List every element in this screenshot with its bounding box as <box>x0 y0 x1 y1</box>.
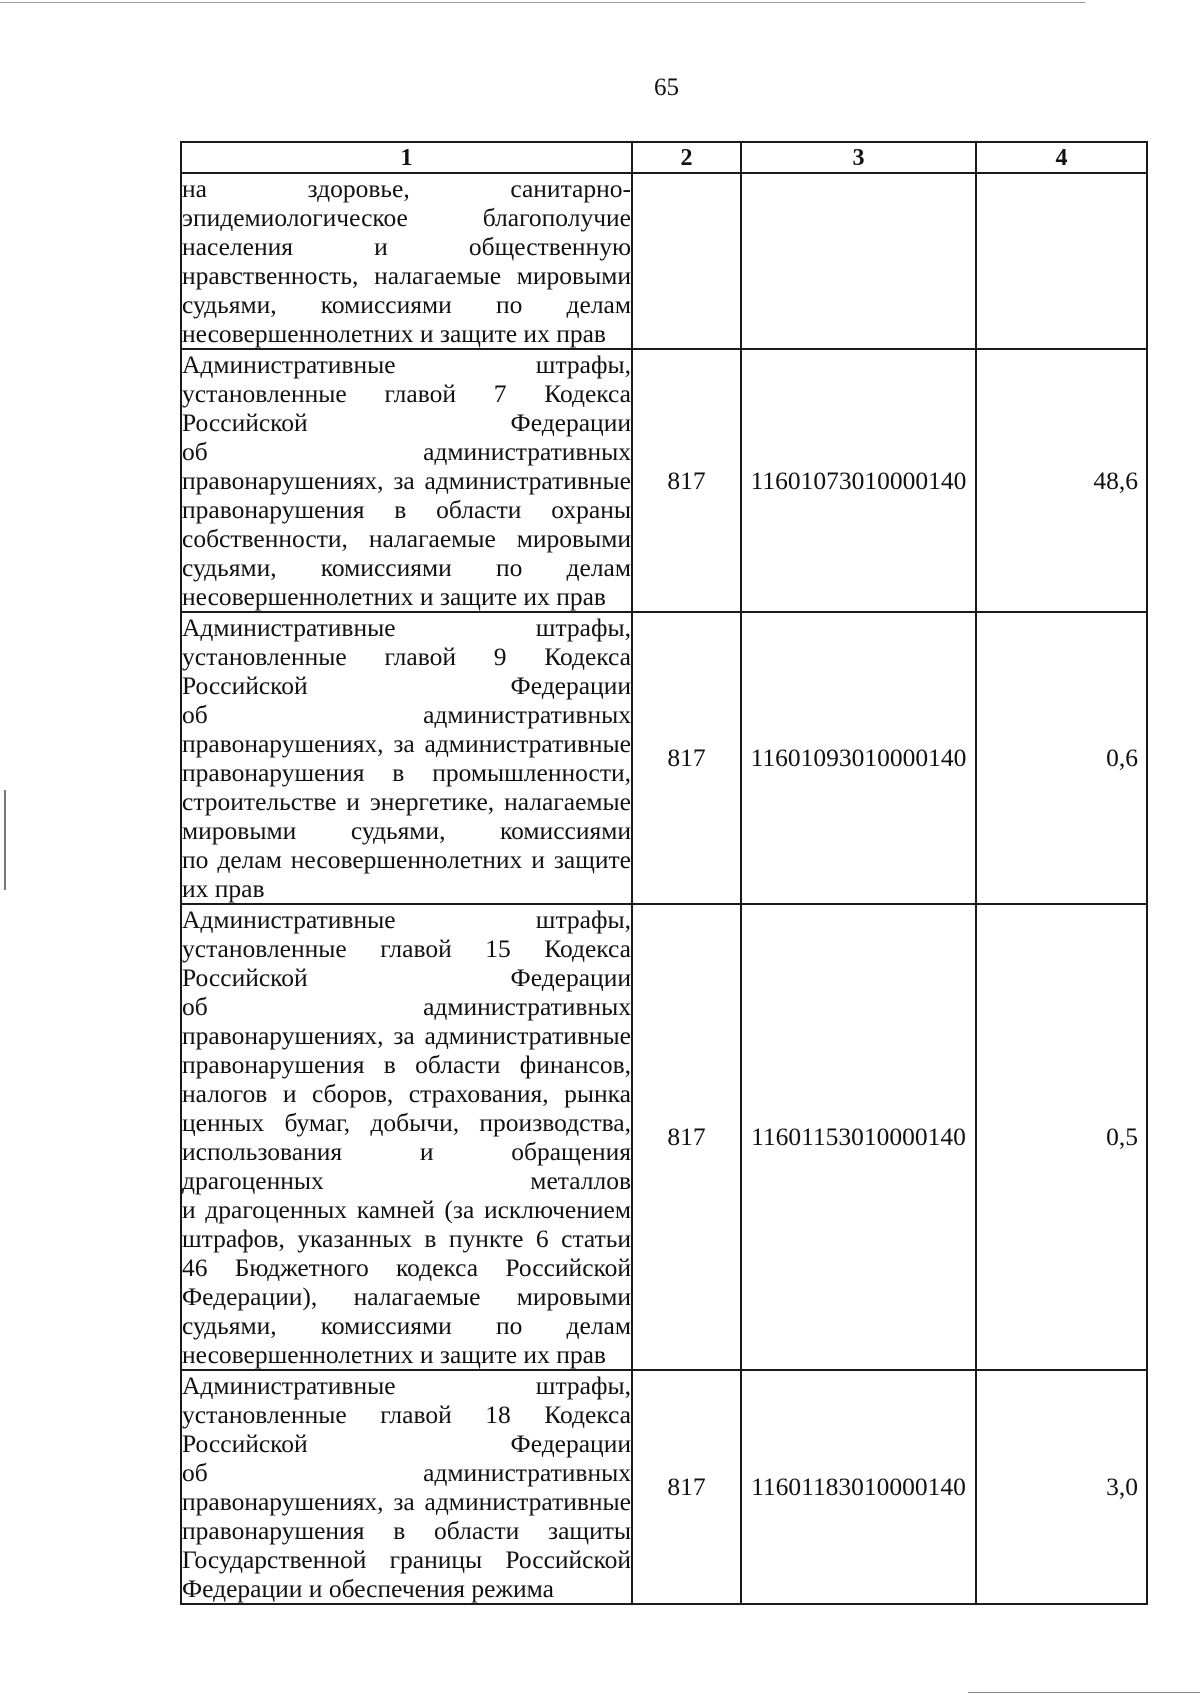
table-header-row <box>181 142 1147 173</box>
description-line: и драгоценных камней (за исключением <box>182 1195 631 1224</box>
cell-admin-code: 817 <box>632 904 741 1370</box>
description-line: Российской Федерации <box>182 671 631 700</box>
description-line: Российской Федерации <box>182 963 631 992</box>
description-line: 46 Бюджетного кодекса Российской <box>182 1253 631 1282</box>
description-line: установленные главой 18 Кодекса <box>182 1400 631 1429</box>
description-line: по делам несовершеннолетних и защите <box>182 845 631 874</box>
description-line: установленные главой 9 Кодекса <box>182 642 631 671</box>
cell-admin-code: 817 <box>632 1370 741 1604</box>
description-line: Государственной границы Российской <box>182 1545 631 1574</box>
table-row <box>181 904 1147 1370</box>
description-line: их прав <box>182 874 265 903</box>
cell-budget-code: 11601153010000140 <box>741 904 976 1370</box>
column-header-3: 3 <box>741 142 976 173</box>
description-line: Федерации и обеспечения режима <box>182 1574 554 1603</box>
description-line: штрафов, указанных в пункте 6 статьи <box>182 1224 631 1253</box>
description-line: правонарушениях, за административные <box>182 466 631 495</box>
description-line: установленные главой 7 Кодекса <box>182 379 631 408</box>
cell-budget-code: 11601183010000140 <box>741 1370 976 1604</box>
description-line: правонарушениях, за административные <box>182 1487 631 1516</box>
cell-amount <box>976 173 1147 349</box>
description-line: эпидемиологическое благополучие <box>182 203 631 232</box>
cell-description <box>181 349 632 612</box>
cell-admin-code <box>632 173 741 349</box>
cell-amount: 0,5 <box>976 904 1147 1370</box>
description-line: мировыми судьями, комиссиями <box>182 816 631 845</box>
cell-description <box>181 173 632 349</box>
column-header-1: 1 <box>181 142 632 173</box>
cell-admin-code: 817 <box>632 349 741 612</box>
description-line: правонарушениях, за административные <box>182 729 631 758</box>
table-row <box>181 612 1147 904</box>
table-row <box>181 173 1147 349</box>
scan-edge-bottom <box>968 1692 1200 1693</box>
description-line: судьями, комиссиями по делам <box>182 1311 631 1340</box>
cell-description <box>181 612 632 904</box>
description-line: судьями, комиссиями по делам <box>182 553 631 582</box>
description-line: Административные штрафы, <box>182 613 631 642</box>
description-line: Российской Федерации <box>182 408 631 437</box>
description-line: налогов и сборов, страхования, рынка <box>182 1079 631 1108</box>
table-body <box>181 173 1147 1604</box>
description-line: Федерации), налагаемые мировыми <box>182 1282 631 1311</box>
cell-amount: 48,6 <box>976 349 1147 612</box>
description-line: правонарушения в области защиты <box>182 1516 631 1545</box>
description-line: несовершеннолетних и защите их прав <box>182 319 606 348</box>
description-line: несовершеннолетних и защите их прав <box>182 582 606 611</box>
description-line: судьями, комиссиями по делам <box>182 290 631 319</box>
page-number: 65 <box>654 74 679 101</box>
description-line: правонарушения в области финансов, <box>182 1050 631 1079</box>
description-line: населения и общественную <box>182 232 631 261</box>
cell-budget-code: 11601093010000140 <box>741 612 976 904</box>
description-line: драгоценных металлов <box>182 1166 631 1195</box>
column-header-4: 4 <box>976 142 1147 173</box>
description-line: собственности, налагаемые мировыми <box>182 524 631 553</box>
cell-admin-code: 817 <box>632 612 741 904</box>
description-line: Административные штрафы, <box>182 905 631 934</box>
description-line: об административных <box>182 992 631 1021</box>
description-line: правонарушения в промышленности, <box>182 758 631 787</box>
description-line: об административных <box>182 1458 631 1487</box>
description-line: правонарушениях, за административные <box>182 1021 631 1050</box>
cell-budget-code: 11601073010000140 <box>741 349 976 612</box>
revenue-table <box>180 141 1148 1605</box>
cell-amount: 3,0 <box>976 1370 1147 1604</box>
table-row <box>181 349 1147 612</box>
description-line: строительстве и энергетике, налагаемые <box>182 787 631 816</box>
description-line: использования и обращения <box>182 1137 631 1166</box>
cell-description <box>181 1370 632 1604</box>
scan-edge-left-mark <box>4 790 6 890</box>
description-line: на здоровье, санитарно- <box>182 174 631 203</box>
description-line: несовершеннолетних и защите их прав <box>182 1340 606 1369</box>
column-header-2: 2 <box>632 142 741 173</box>
description-line: об административных <box>182 700 631 729</box>
description-line: Административные штрафы, <box>182 350 631 379</box>
description-line: нравственность, налагаемые мировыми <box>182 261 631 290</box>
description-line: об административных <box>182 437 631 466</box>
description-line: Административные штрафы, <box>182 1371 631 1400</box>
description-line: правонарушения в области охраны <box>182 495 631 524</box>
cell-amount: 0,6 <box>976 612 1147 904</box>
scan-edge-top <box>0 2 1085 3</box>
description-line: ценных бумаг, добычи, производства, <box>182 1108 631 1137</box>
cell-budget-code <box>741 173 976 349</box>
description-line: Российской Федерации <box>182 1429 631 1458</box>
table-row <box>181 1370 1147 1604</box>
cell-description <box>181 904 632 1370</box>
description-line: установленные главой 15 Кодекса <box>182 934 631 963</box>
